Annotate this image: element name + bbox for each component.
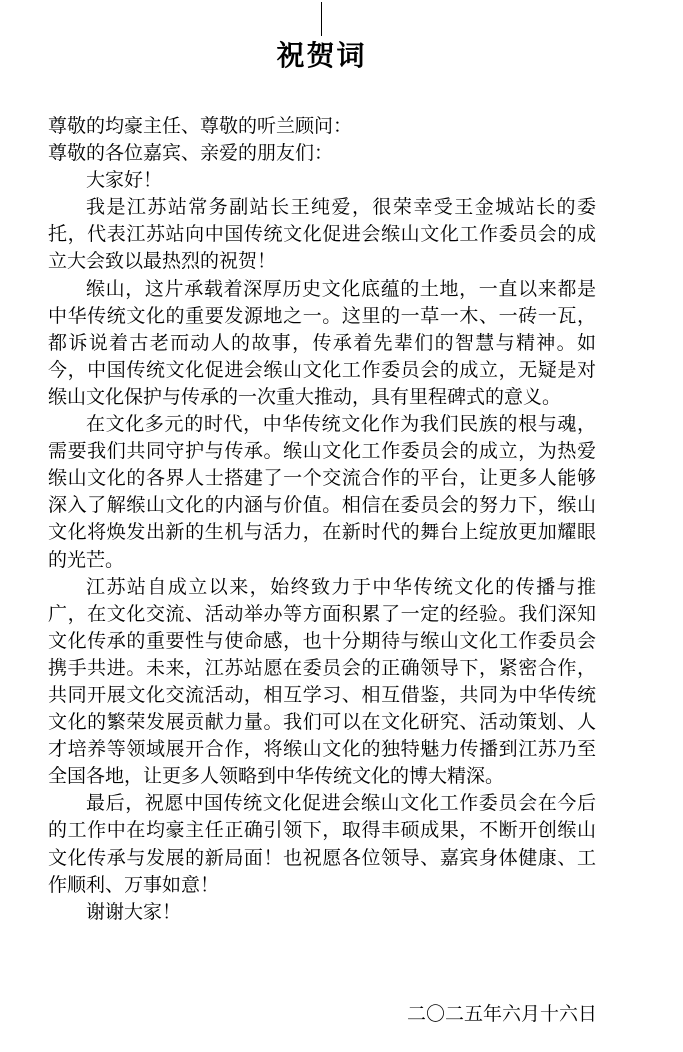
text-cursor [321, 2, 322, 36]
document-date: 二〇二五年六月十六日 [406, 1003, 597, 1025]
greeting-paragraph: 大家好！ [86, 169, 163, 192]
body-paragraph: 缑山，这片承载着深厚历史文化底蕴的土地，一直以来都是中华传统文化的重要发源地之一。这里的一草一木、一砖一瓦，都诉说着古老而动人的故事，传承着先辈们的智慧与精神。如今，中国传统文化促进会缑山文化工作委员会的成立，无疑是对缑山文化保护与传承的一次重大推动，具有里程碑式的意义。 [48, 277, 596, 408]
body-paragraph: 最后，祝愿中国传统文化促进会缑山文化工作委员会在今后的工作中在均豪主任正确引领下，取得丰硕成果，不断开创缑山文化传承与发展的新局面！也祝愿各位领导、嘉宾身体健康、工作顺利、万事如意！ [48, 792, 596, 896]
salutation-line: 尊敬的均豪主任、尊敬的听兰顾问： [48, 115, 353, 137]
body-paragraph: 在文化多元的时代，中华传统文化作为我们民族的根与魂，需要我们共同守护与传承。缑山文化工作委员会的成立，为热爱缑山文化的各界人士搭建了一个交流合作的平台，让更多人能够深入了解缑山文化的内涵与价值。相信在委员会的努力下，缑山文化将焕发出新的生机与活力，在新时代的舞台上绽放更加耀眼的光芒。 [48, 413, 596, 571]
document-body [48, 113, 596, 926]
body-paragraph: 江苏站自成立以来，始终致力于中华传统文化的传播与推广，在文化交流、活动举办等方面积累了一定的经验。我们深知文化传承的重要性与使命感，也十分期待与缑山文化工作委员会携手共进。未来，江苏站愿在委员会的正确领导下，紧密合作，共同开展文化交流活动，相互学习、相互借鉴，共同为中华传统文化的繁荣发展贡献力量。我们可以在文化研究、活动策划、人才培养等领域展开合作，将缑山文化的独特魅力传播到江苏乃至全国各地，让更多人领略到中华传统文化的博大精深。 [48, 575, 596, 788]
document-title: 祝贺词 [276, 39, 367, 72]
salutation-line: 尊敬的各位嘉宾、亲爱的朋友们： [48, 142, 334, 165]
closing-paragraph: 谢谢大家！ [86, 900, 182, 923]
body-paragraph: 我是江苏站常务副站长王纯爱，很荣幸受王金城站长的委托，代表江苏站向中国传统文化促进会缑山文化工作委员会的成立大会致以最热烈的祝贺！ [48, 196, 596, 273]
